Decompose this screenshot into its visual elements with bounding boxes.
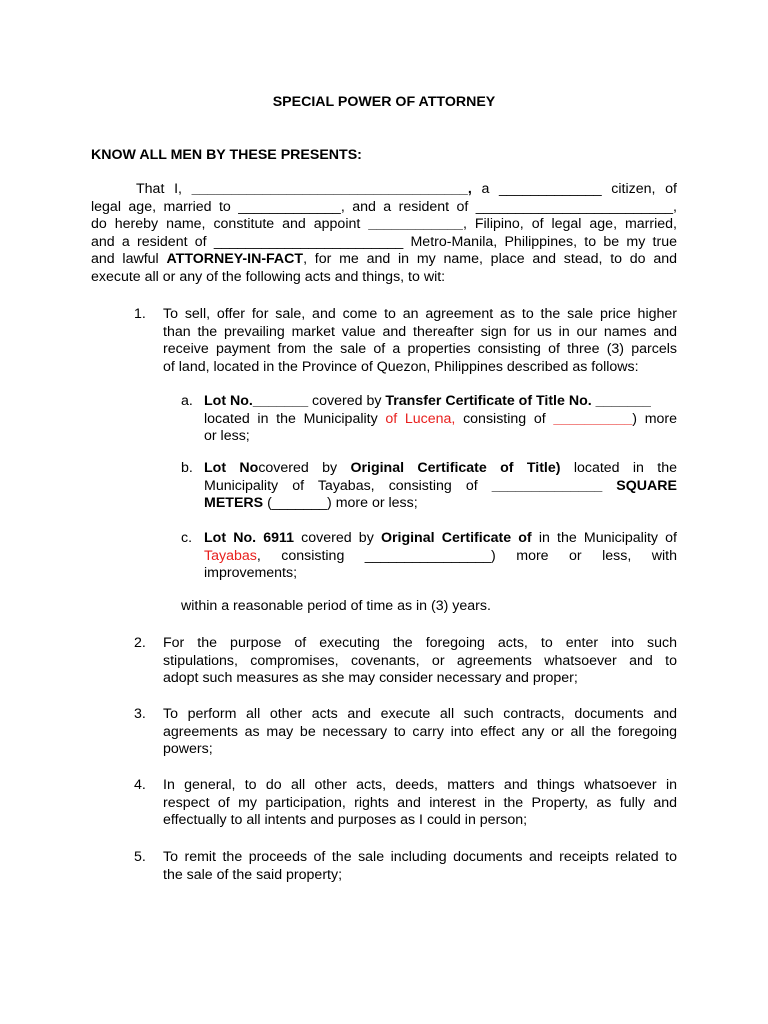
sub-item-lot-b: b. Lot Nocovered by Original Certificate of Title) located in the Municipality of Tayabas, consisting of ______________ SQUARE METERS (_______) more or less;: [181, 460, 678, 511]
within-period-text: within a reasonable period of time as in (3) years.: [181, 598, 491, 614]
intro-line-3: do hereby name, constitute and appoint ____________, Filipino, of legal age, married,: [91, 216, 678, 232]
intro-line-4: and a resident of ________________________ Metro-Manila, Philippines, to be my true: [91, 233, 677, 250]
list-number: 2.: [134, 635, 146, 651]
intro-line-2: legal age, married to _____________, and a resident of _________________________,: [91, 198, 677, 215]
list-item: 1. To sell, offer for sale, and come to an agreement as to the sale price higher than the prevailing market value and thereafter sign for us in our names and receive payment from the sale of a properties consisting of three (3) parcels of land, located in the Province of Quezon, Philippines described as follows:: [134, 306, 677, 375]
intro-paragraph: [91, 181, 677, 286]
document-title: SPECIAL POWER OF ATTORNEY: [272, 94, 496, 110]
list-number: 4.: [134, 777, 146, 793]
sub-letter: c.: [181, 530, 193, 546]
intro-line-6: execute all or any of the following acts and things, to wit:: [91, 268, 446, 285]
list-item: 4. In general, to do all other acts, deeds, matters and things whatsoever in respect of my participation, rights and interest in the Property, as fully and effectually to all intents and purposes as I could in person;: [134, 777, 677, 828]
sub-item-lot-a: a. Lot No._______ covered by Transfer Certificate of Title No. _______ located in the Municipality of Lucena, consisting of __________) more or less;: [181, 393, 678, 444]
sub-item-lot-c: c. Lot No. 6911 covered by Original Certificate of in the Municipality of Tayabas, consisting ________________) more or less, with improvements;: [181, 530, 678, 581]
sub-letter: b.: [181, 460, 193, 476]
list-number: 1.: [134, 306, 146, 322]
list-number: 5.: [134, 849, 146, 865]
preamble-heading: KNOW ALL MEN BY THESE PRESENTS:: [91, 147, 362, 163]
intro-line-1: That I, ___________________________________, a _____________ citizen, of: [136, 181, 677, 197]
list-item: 3. To perform all other acts and execute all such contracts, documents and agreements as may be necessary to carry into effect any or all the foregoing powers;: [134, 706, 677, 757]
sub-letter: a.: [181, 393, 193, 409]
list-item: 2. For the purpose of executing the foregoing acts, to enter into such stipulations, compromises, covenants, or agreements whatsoever and to adopt such measures as she may consider necessary and proper;: [134, 635, 677, 686]
list-item: 5. To remit the proceeds of the sale including documents and receipts related to the sale of the said property;: [134, 849, 677, 883]
list-number: 3.: [134, 706, 146, 722]
intro-line-5: and lawful ATTORNEY-IN-FACT, for me and in my name, place and stead, to do and: [91, 251, 677, 267]
